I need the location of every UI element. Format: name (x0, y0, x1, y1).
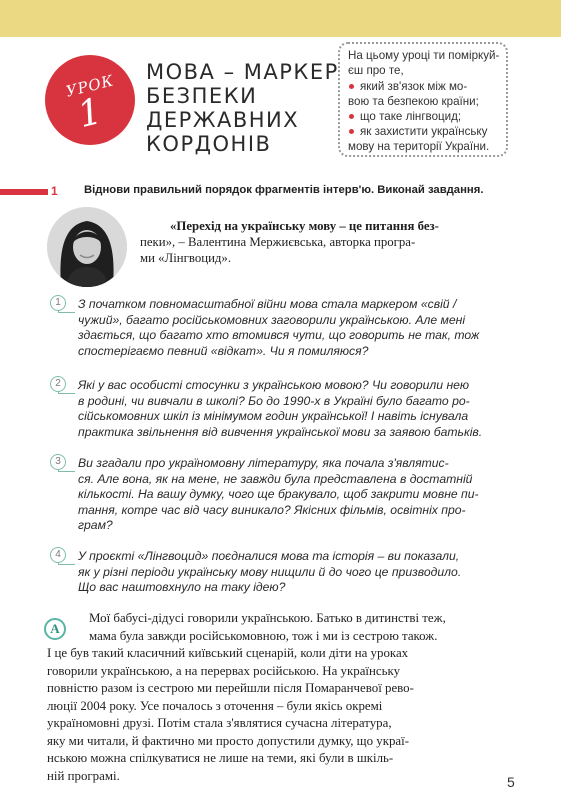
author-photo (47, 207, 127, 287)
title-line: МОВА – МАРКЕР (146, 60, 339, 84)
question-number-1: 1 (50, 295, 66, 311)
question-number-3: 3 (50, 454, 66, 470)
goals-item (348, 109, 506, 124)
question-line: як у різні періоди українську мову нищили й до чого це призводило. (78, 564, 462, 579)
interview-quote (140, 218, 510, 266)
lesson-number: 1 (73, 90, 107, 137)
question-line: ся. Але вона, як на мене, не завжди була представлена в достатній (78, 471, 473, 486)
quote-line: пеки», – Валентина Мержиєвська, авторка програ- (140, 235, 416, 249)
lesson-goals-box (338, 42, 508, 157)
question-line: здається, що багато хто втомився чути, що говорить не так, тож (78, 328, 480, 342)
goals-item (348, 79, 506, 109)
quote-line: «Перехід на українську мову – це питання без- (170, 219, 439, 233)
question-line: спостерігаємо певний «відкат». Чи я помиляюся? (78, 343, 369, 358)
question-2 (78, 378, 518, 440)
question-line: грам? (78, 518, 113, 532)
answer-line: нською можна спілкуватися не лише на теми, які були в шкіль- (47, 751, 394, 765)
answer-line: ній програмі. (47, 768, 120, 783)
answer-line: мама була завжди російськомовною, тож і ми із сестрою також. (89, 628, 438, 643)
question-line: Ви згадали про україномовну літературу, яка почала з'являтис- (78, 456, 449, 470)
goals-item (348, 124, 506, 154)
title-line: ДЕРЖАВНИХ (146, 108, 300, 132)
title-line: БЕЗПЕКИ (146, 84, 258, 108)
question-line: кількості. На вашу думку, чого ще бракувало, щоб закрити мовне пи- (78, 487, 479, 501)
task-number: 1 (51, 184, 58, 198)
answer-line: говорили українською, а на перервах російською. На українську (47, 663, 401, 678)
lesson-title (146, 60, 339, 156)
answer-line: Мої бабусі-дідусі говорили українською. Батько в дитинстві теж, (89, 611, 446, 625)
question-line: практика звільнення від вивчення української мови за заявою батьків. (78, 424, 483, 439)
answer-line: повністю разом із сестрою ми перейшли після Помаранчевої рево- (47, 681, 414, 695)
question-line: тання, котре час від часу виникало? Якісних фільмів, освітніх про- (78, 502, 466, 517)
answer-line: І це був такий класичний київський сценарій, коли діти на уроках (47, 646, 409, 660)
goals-list (348, 79, 506, 154)
task-instruction: Віднови правильний порядок фрагментів інтерв'ю. Виконай завдання. (84, 184, 484, 196)
title-line: КОРДОНІВ (146, 132, 272, 156)
question-3 (78, 456, 518, 534)
answer-line: яку ми читали, й фактично ми просто допустили думку, що украї- (47, 733, 410, 748)
goals-item-line: мову на території України. (348, 140, 490, 153)
quote-line: ми «Лінгвоцид». (140, 251, 232, 265)
question-number-4: 4 (50, 547, 66, 563)
goals-intro (348, 48, 506, 78)
goals-intro-line: На цьому уроці ти поміркуй- (348, 49, 500, 62)
answer-fragment-a (47, 610, 517, 785)
portrait-image (47, 207, 127, 287)
question-1 (78, 297, 518, 359)
question-line: Які у вас особисті стосунки з українською мовою? Чи говорили нею (78, 378, 470, 392)
lesson-word: УРОК (64, 71, 116, 101)
question-4 (78, 549, 518, 596)
page-number: 5 (507, 774, 515, 790)
question-number-2: 2 (50, 376, 66, 392)
question-line: сійськомовних шкіл із мінімумом годин української! І навіть існувала (78, 409, 469, 423)
goals-intro-line: єш про те, (348, 64, 404, 77)
task-marker-bar (0, 189, 48, 195)
question-line: Що вас наштовхнуло на таку ідею? (78, 580, 286, 594)
lesson-badge (45, 55, 135, 145)
answer-line: україномовні друзі. Потім стала з'являтися сучасна література, (47, 716, 392, 730)
answer-line: люції 2004 року. Усе почалось з оточення – були якісь окремі (47, 698, 383, 713)
question-line: в родині, чи вивчали в школі? Бо до 1990-х в Україні було багато ро- (78, 393, 470, 408)
answer-label-a: А (44, 618, 66, 640)
goals-item-line: як захистити українську (360, 125, 488, 138)
top-color-bar (0, 0, 561, 37)
goals-item-line: що таке лінгвоцид; (360, 110, 462, 123)
goals-item-line: який зв'язок між мо- (360, 80, 468, 93)
goals-item-line: вою та безпекою країни; (348, 95, 479, 108)
question-line: З початком повномасштабної війни мова стала маркером «свій / (78, 297, 457, 311)
question-line: У проєкті «Лінгвоцид» поєдналися мова та історія – ви показали, (78, 549, 460, 563)
question-line: чужий», багато російськомовних заговорили українською. Але мені (78, 312, 466, 327)
